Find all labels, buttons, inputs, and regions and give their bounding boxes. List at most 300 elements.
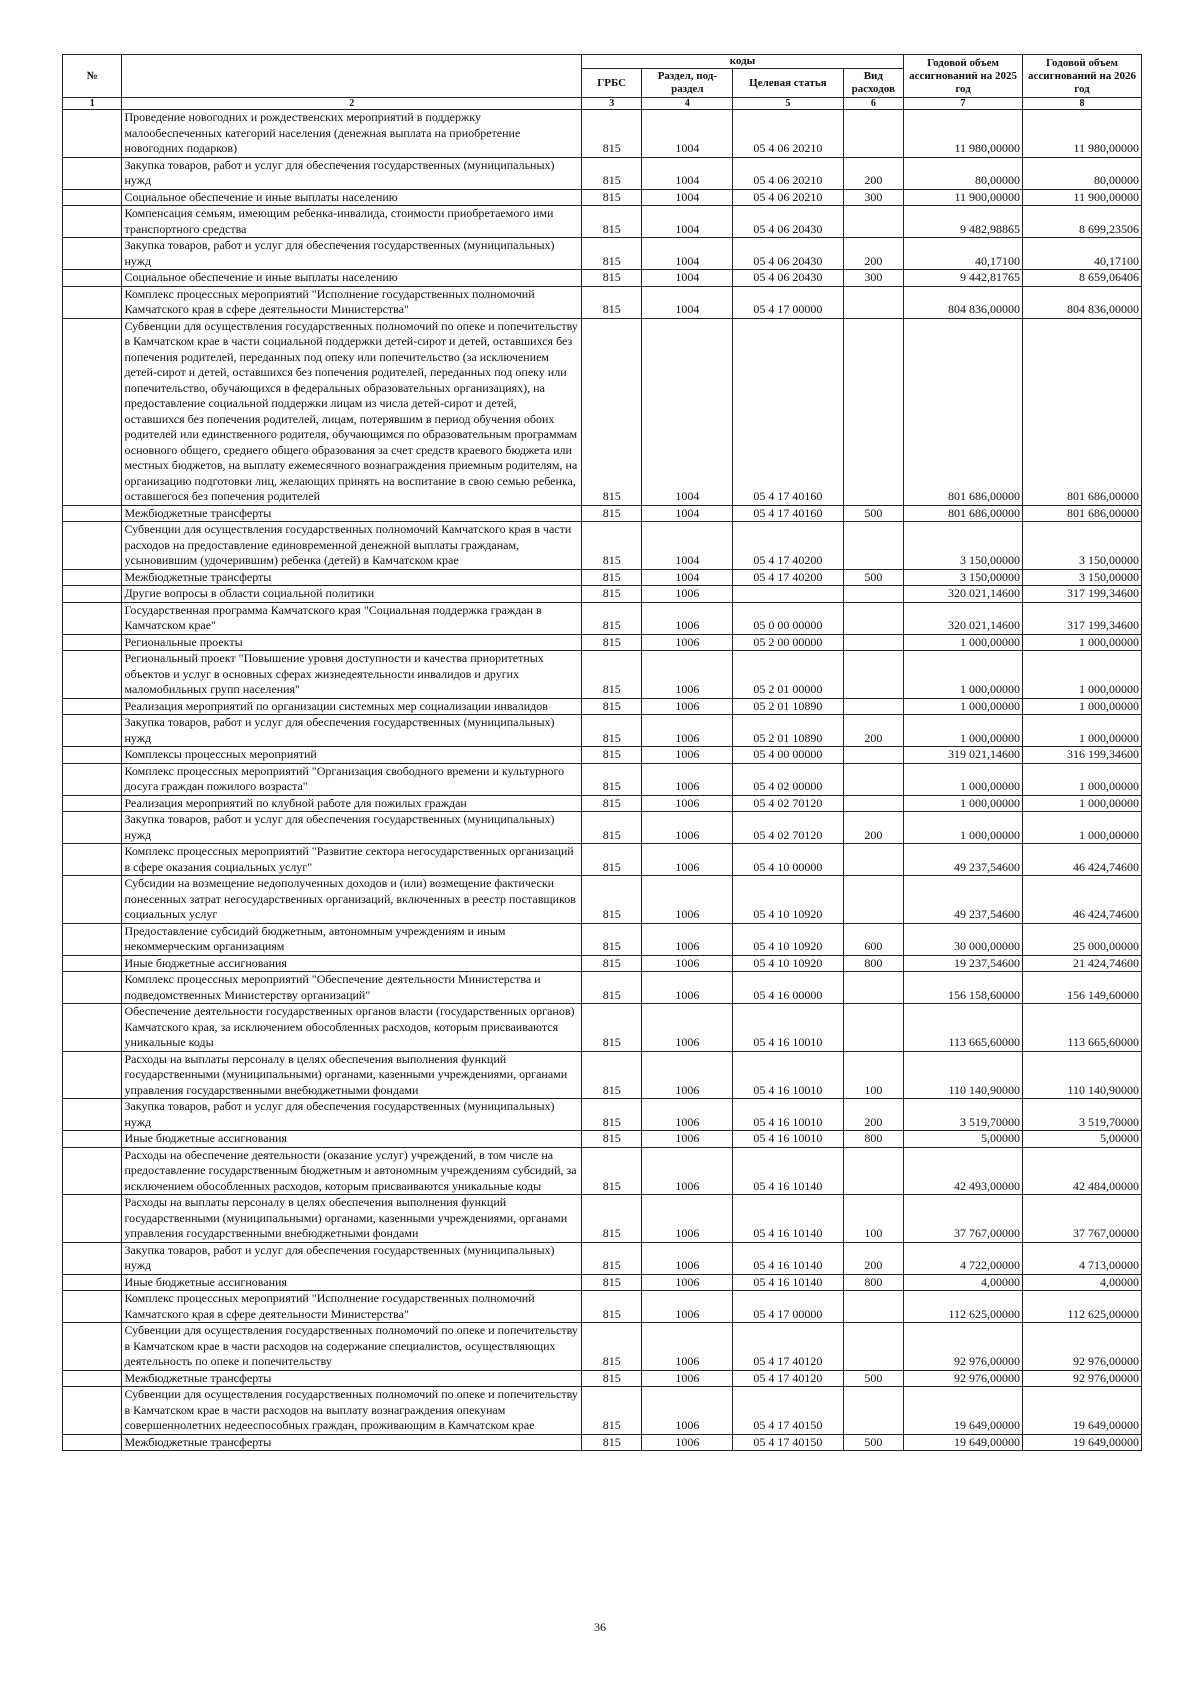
table-row (63, 238, 1142, 270)
grbs-cell: 815 (581, 318, 642, 505)
amount-2026-cell: 1 000,00000 (1023, 795, 1142, 812)
header-grbs: ГРБС (581, 69, 642, 98)
amount-2026-cell: 317 199,34600 (1023, 586, 1142, 603)
grbs-cell: 815 (581, 1099, 642, 1131)
col-number: 8 (1023, 98, 1142, 110)
expense-type-cell (843, 1291, 904, 1323)
table-row (63, 602, 1142, 634)
expense-type-cell: 600 (843, 923, 904, 955)
target-cell: 05 4 17 40200 (733, 569, 843, 586)
section-cell: 1006 (642, 698, 733, 715)
table-row (63, 157, 1142, 189)
section-cell: 1006 (642, 586, 733, 603)
grbs-cell: 815 (581, 955, 642, 972)
row-number-cell (63, 602, 122, 634)
target-cell: 05 2 01 00000 (733, 651, 843, 699)
row-name-cell: Субсидии на возмещение недополученных доходов и (или) возмещение фактически понесенных затрат негосударственных организаций, включенных в реестр поставщиков социальных услуг (122, 876, 581, 924)
section-cell: 1004 (642, 206, 733, 238)
target-cell: 05 4 06 20430 (733, 238, 843, 270)
row-number-cell (63, 812, 122, 844)
header-row-col-numbers (63, 98, 1142, 110)
row-number-cell (63, 1387, 122, 1435)
grbs-cell: 815 (581, 189, 642, 206)
amount-2026-cell: 80,00000 (1023, 157, 1142, 189)
expense-type-cell: 100 (843, 1051, 904, 1099)
header-row-top (63, 55, 1142, 69)
section-cell: 1006 (642, 1004, 733, 1052)
expense-type-cell: 200 (843, 157, 904, 189)
table-row (63, 844, 1142, 876)
expense-type-cell: 300 (843, 270, 904, 287)
row-name-cell: Межбюджетные трансферты (122, 1370, 581, 1387)
row-number-cell (63, 763, 122, 795)
row-number-cell (63, 569, 122, 586)
target-cell: 05 4 17 40150 (733, 1387, 843, 1435)
amount-2025-cell: 110 140,90000 (904, 1051, 1023, 1099)
amount-2026-cell: 19 649,00000 (1023, 1387, 1142, 1435)
row-name-cell: Иные бюджетные ассигнования (122, 1274, 581, 1291)
row-number-cell (63, 1147, 122, 1195)
amount-2026-cell: 3 519,70000 (1023, 1099, 1142, 1131)
table-row (63, 1131, 1142, 1148)
amount-2025-cell: 804 836,00000 (904, 286, 1023, 318)
amount-2025-cell: 3 519,70000 (904, 1099, 1023, 1131)
table-row (63, 763, 1142, 795)
expense-type-cell: 200 (843, 715, 904, 747)
grbs-cell: 815 (581, 110, 642, 158)
amount-2026-cell: 25 000,00000 (1023, 923, 1142, 955)
row-name-cell: Субвенции для осуществления государственных полномочий по опеке и попечительству в Камчатском крае в части расходов на выплату вознаграждения опекунам совершеннолетних недееспособных граждан, проживающим в Камчатском крае (122, 1387, 581, 1435)
grbs-cell: 815 (581, 1051, 642, 1099)
section-cell: 1006 (642, 844, 733, 876)
section-cell: 1006 (642, 1323, 733, 1371)
amount-2026-cell: 1 000,00000 (1023, 715, 1142, 747)
amount-2026-cell: 1 000,00000 (1023, 698, 1142, 715)
table-row (63, 972, 1142, 1004)
amount-2025-cell: 9 442,81765 (904, 270, 1023, 287)
col-number: 5 (733, 98, 843, 110)
grbs-cell: 815 (581, 1147, 642, 1195)
grbs-cell: 815 (581, 157, 642, 189)
table-row (63, 812, 1142, 844)
row-number-cell (63, 715, 122, 747)
section-cell: 1004 (642, 238, 733, 270)
row-name-cell: Закупка товаров, работ и услуг для обеспечения государственных (муниципальных) нужд (122, 715, 581, 747)
target-cell: 05 4 17 40160 (733, 318, 843, 505)
table-row (63, 270, 1142, 287)
section-cell: 1006 (642, 1195, 733, 1243)
section-cell: 1006 (642, 1274, 733, 1291)
amount-2025-cell: 4,00000 (904, 1274, 1023, 1291)
section-cell: 1006 (642, 634, 733, 651)
amount-2025-cell: 1 000,00000 (904, 795, 1023, 812)
amount-2026-cell: 3 150,00000 (1023, 522, 1142, 570)
target-cell: 05 4 02 00000 (733, 763, 843, 795)
expense-type-cell (843, 206, 904, 238)
amount-2026-cell: 801 686,00000 (1023, 505, 1142, 522)
amount-2025-cell: 319 021,14600 (904, 747, 1023, 764)
grbs-cell: 815 (581, 1131, 642, 1148)
amount-2025-cell: 92 976,00000 (904, 1370, 1023, 1387)
expense-type-cell: 800 (843, 1274, 904, 1291)
grbs-cell: 815 (581, 1387, 642, 1435)
section-cell: 1006 (642, 747, 733, 764)
target-cell: 05 4 06 20210 (733, 110, 843, 158)
table-row (63, 795, 1142, 812)
table-row (63, 634, 1142, 651)
expense-type-cell: 200 (843, 1242, 904, 1274)
header-codes: коды (581, 55, 903, 69)
grbs-cell: 815 (581, 876, 642, 924)
amount-2025-cell: 37 767,00000 (904, 1195, 1023, 1243)
row-name-cell: Проведение новогодних и рождественских мероприятий в поддержку малообеспеченных категорий населения (денежная выплата на приобретение новогодних подарков) (122, 110, 581, 158)
target-cell: 05 4 06 20430 (733, 206, 843, 238)
target-cell: 05 4 17 40120 (733, 1323, 843, 1371)
row-number-cell (63, 270, 122, 287)
row-name-cell: Иные бюджетные ассигнования (122, 1131, 581, 1148)
expense-type-cell (843, 634, 904, 651)
header-num: № (63, 55, 122, 98)
row-number-cell (63, 1370, 122, 1387)
grbs-cell: 815 (581, 972, 642, 1004)
expense-type-cell: 300 (843, 189, 904, 206)
col-number: 6 (843, 98, 904, 110)
table-row (63, 286, 1142, 318)
amount-2025-cell: 80,00000 (904, 157, 1023, 189)
grbs-cell: 815 (581, 522, 642, 570)
amount-2026-cell: 4,00000 (1023, 1274, 1142, 1291)
table-row (63, 1370, 1142, 1387)
section-cell: 1004 (642, 157, 733, 189)
target-cell: 05 4 16 10140 (733, 1195, 843, 1243)
row-number-cell (63, 1051, 122, 1099)
row-number-cell (63, 955, 122, 972)
amount-2026-cell: 8 659,06406 (1023, 270, 1142, 287)
section-cell: 1006 (642, 602, 733, 634)
amount-2026-cell: 316 199,34600 (1023, 747, 1142, 764)
row-name-cell: Региональный проект "Повышение уровня доступности и качества приоритетных объектов и услуг в основных сферах жизнедеятельности инвалидов и других маломобильных групп населения" (122, 651, 581, 699)
grbs-cell: 815 (581, 1370, 642, 1387)
grbs-cell: 815 (581, 795, 642, 812)
section-cell: 1006 (642, 876, 733, 924)
target-cell: 05 4 16 10010 (733, 1131, 843, 1148)
table-row (63, 698, 1142, 715)
target-cell: 05 4 10 00000 (733, 844, 843, 876)
table-row (63, 1387, 1142, 1435)
row-name-cell: Иные бюджетные ассигнования (122, 955, 581, 972)
target-cell: 05 4 16 10010 (733, 1051, 843, 1099)
row-number-cell (63, 1274, 122, 1291)
amount-2026-cell: 11 900,00000 (1023, 189, 1142, 206)
target-cell: 05 4 16 10010 (733, 1004, 843, 1052)
row-number-cell (63, 923, 122, 955)
row-name-cell: Закупка товаров, работ и услуг для обеспечения государственных (муниципальных) нужд (122, 1242, 581, 1274)
section-cell: 1004 (642, 522, 733, 570)
amount-2025-cell: 801 686,00000 (904, 318, 1023, 505)
expense-type-cell (843, 651, 904, 699)
row-name-cell: Государственная программа Камчатского края "Социальная поддержка граждан в Камчатском крае" (122, 602, 581, 634)
row-name-cell: Комплекс процессных мероприятий "Обеспечение деятельности Министерства и подведомственных Министерству организаций" (122, 972, 581, 1004)
table-row (63, 318, 1142, 505)
grbs-cell: 815 (581, 715, 642, 747)
col-number: 1 (63, 98, 122, 110)
header-year-2026: Годовой объем ассигнований на 2026 год (1023, 55, 1142, 98)
target-cell: 05 4 10 10920 (733, 955, 843, 972)
col-number: 3 (581, 98, 642, 110)
target-cell: 05 4 17 40160 (733, 505, 843, 522)
row-number-cell (63, 110, 122, 158)
amount-2025-cell: 156 158,60000 (904, 972, 1023, 1004)
row-name-cell: Межбюджетные трансферты (122, 505, 581, 522)
row-name-cell: Комплекс процессных мероприятий "Исполнение государственных полномочий Камчатского края в сфере деятельности Министерства" (122, 286, 581, 318)
expense-type-cell (843, 1323, 904, 1371)
amount-2026-cell: 42 484,00000 (1023, 1147, 1142, 1195)
col-number: 2 (122, 98, 581, 110)
amount-2026-cell: 4 713,00000 (1023, 1242, 1142, 1274)
row-name-cell: Расходы на обеспечение деятельности (оказание услуг) учреждений, в том числе на предоставление государственным бюджетным и автономным учреждениям субсидий, за исключением обособленных расходов, которым присваиваются уникальные коды (122, 1147, 581, 1195)
row-name-cell: Компенсация семьям, имеющим ребенка-инвалида, стоимости приобретаемого ими транспортного средства (122, 206, 581, 238)
expense-type-cell (843, 586, 904, 603)
grbs-cell: 815 (581, 1195, 642, 1243)
amount-2025-cell: 1 000,00000 (904, 651, 1023, 699)
page-number: 36 (594, 1620, 606, 1634)
section-cell: 1006 (642, 651, 733, 699)
target-cell: 05 4 06 20430 (733, 270, 843, 287)
row-number-cell (63, 1195, 122, 1243)
row-name-cell: Межбюджетные трансферты (122, 569, 581, 586)
table-row (63, 651, 1142, 699)
section-cell: 1006 (642, 1291, 733, 1323)
amount-2026-cell: 19 649,00000 (1023, 1434, 1142, 1451)
amount-2026-cell: 1 000,00000 (1023, 651, 1142, 699)
table-row (63, 1434, 1142, 1451)
row-name-cell: Обеспечение деятельности государственных органов власти (государственных органов) Камчатского края, за исключением обособленных расходов, которым присваиваются уникальные коды (122, 1004, 581, 1052)
row-number-cell (63, 318, 122, 505)
expense-type-cell: 500 (843, 569, 904, 586)
amount-2025-cell: 801 686,00000 (904, 505, 1023, 522)
row-number-cell (63, 157, 122, 189)
expense-type-cell (843, 698, 904, 715)
expense-type-cell: 500 (843, 505, 904, 522)
amount-2025-cell: 1 000,00000 (904, 698, 1023, 715)
amount-2025-cell: 1 000,00000 (904, 812, 1023, 844)
header-expense-type: Вид расходов (843, 69, 904, 98)
amount-2025-cell: 1 000,00000 (904, 634, 1023, 651)
expense-type-cell: 500 (843, 1370, 904, 1387)
target-cell: 05 2 01 10890 (733, 715, 843, 747)
amount-2025-cell: 40,17100 (904, 238, 1023, 270)
amount-2025-cell: 11 900,00000 (904, 189, 1023, 206)
grbs-cell: 815 (581, 1004, 642, 1052)
row-number-cell (63, 747, 122, 764)
expense-type-cell: 800 (843, 1131, 904, 1148)
target-cell: 05 4 17 40200 (733, 522, 843, 570)
row-name-cell: Другие вопросы в области социальной политики (122, 586, 581, 603)
section-cell: 1004 (642, 318, 733, 505)
amount-2025-cell: 4 722,00000 (904, 1242, 1023, 1274)
col-number: 4 (642, 98, 733, 110)
expense-type-cell (843, 844, 904, 876)
row-number-cell (63, 1291, 122, 1323)
row-number-cell (63, 586, 122, 603)
target-cell: 05 4 16 00000 (733, 972, 843, 1004)
row-number-cell (63, 505, 122, 522)
expense-type-cell: 100 (843, 1195, 904, 1243)
row-number-cell (63, 972, 122, 1004)
amount-2026-cell: 92 976,00000 (1023, 1323, 1142, 1371)
section-cell: 1006 (642, 955, 733, 972)
target-cell: 05 4 10 10920 (733, 876, 843, 924)
section-cell: 1006 (642, 1242, 733, 1274)
col-number: 7 (904, 98, 1023, 110)
target-cell: 05 2 01 10890 (733, 698, 843, 715)
row-number-cell (63, 1242, 122, 1274)
row-name-cell: Комплекс процессных мероприятий "Развитие сектора негосударственных организаций в сфере оказания социальных услуг" (122, 844, 581, 876)
target-cell: 05 4 02 70120 (733, 795, 843, 812)
table-row (63, 522, 1142, 570)
amount-2026-cell: 156 149,60000 (1023, 972, 1142, 1004)
row-name-cell: Комплексы процессных мероприятий (122, 747, 581, 764)
table-row (63, 586, 1142, 603)
expense-type-cell (843, 763, 904, 795)
section-cell: 1006 (642, 1370, 733, 1387)
grbs-cell: 815 (581, 1434, 642, 1451)
table-row (63, 206, 1142, 238)
grbs-cell: 815 (581, 270, 642, 287)
target-cell: 05 0 00 00000 (733, 602, 843, 634)
table-row (63, 110, 1142, 158)
table-row (63, 876, 1142, 924)
expense-type-cell: 200 (843, 812, 904, 844)
amount-2026-cell: 21 424,74600 (1023, 955, 1142, 972)
section-cell: 1004 (642, 270, 733, 287)
amount-2025-cell: 3 150,00000 (904, 522, 1023, 570)
row-number-cell (63, 286, 122, 318)
row-number-cell (63, 206, 122, 238)
table-body (63, 110, 1142, 1451)
grbs-cell: 815 (581, 747, 642, 764)
row-name-cell: Комплекс процессных мероприятий "Исполнение государственных полномочий Камчатского края в сфере деятельности Министерства" (122, 1291, 581, 1323)
section-cell: 1004 (642, 569, 733, 586)
expense-type-cell (843, 747, 904, 764)
section-cell: 1006 (642, 715, 733, 747)
table-row (63, 1051, 1142, 1099)
expense-type-cell: 200 (843, 1099, 904, 1131)
row-name-cell: Закупка товаров, работ и услуг для обеспечения государственных (муниципальных) нужд (122, 157, 581, 189)
amount-2026-cell: 92 976,00000 (1023, 1370, 1142, 1387)
amount-2026-cell: 113 665,60000 (1023, 1004, 1142, 1052)
target-cell: 05 4 17 40120 (733, 1370, 843, 1387)
target-cell: 05 4 17 00000 (733, 1291, 843, 1323)
row-name-cell: Реализация мероприятий по организации системных мер социализации инвалидов (122, 698, 581, 715)
grbs-cell: 815 (581, 812, 642, 844)
grbs-cell: 815 (581, 1242, 642, 1274)
row-name-cell: Закупка товаров, работ и услуг для обеспечения государственных (муниципальных) нужд (122, 1099, 581, 1131)
expense-type-cell: 200 (843, 238, 904, 270)
row-name-cell: Субвенции для осуществления государственных полномочий по опеке и попечительству в Камчатском крае в части расходов на содержание специалистов, осуществляющих деятельность по опеке и попечительству (122, 1323, 581, 1371)
expense-type-cell (843, 795, 904, 812)
amount-2025-cell: 9 482,98865 (904, 206, 1023, 238)
header-year-2025: Годовой объем ассигнований на 2025 год (904, 55, 1023, 98)
section-cell: 1006 (642, 972, 733, 1004)
grbs-cell: 815 (581, 763, 642, 795)
grbs-cell: 815 (581, 569, 642, 586)
grbs-cell: 815 (581, 923, 642, 955)
grbs-cell: 815 (581, 1291, 642, 1323)
amount-2026-cell: 1 000,00000 (1023, 763, 1142, 795)
table-row (63, 1291, 1142, 1323)
amount-2025-cell: 49 237,54600 (904, 876, 1023, 924)
amount-2025-cell: 42 493,00000 (904, 1147, 1023, 1195)
row-name-cell: Предоставление субсидий бюджетным, автономным учреждениям и иным некоммерческим организациям (122, 923, 581, 955)
table-row (63, 955, 1142, 972)
amount-2025-cell: 320 021,14600 (904, 586, 1023, 603)
amount-2025-cell: 49 237,54600 (904, 844, 1023, 876)
section-cell: 1006 (642, 1147, 733, 1195)
header-section: Раздел, под-раздел (642, 69, 733, 98)
amount-2025-cell: 30 000,00000 (904, 923, 1023, 955)
expense-type-cell (843, 110, 904, 158)
target-cell: 05 4 06 20210 (733, 189, 843, 206)
grbs-cell: 815 (581, 634, 642, 651)
target-cell (733, 586, 843, 603)
amount-2025-cell: 11 980,00000 (904, 110, 1023, 158)
grbs-cell: 815 (581, 602, 642, 634)
row-number-cell (63, 1099, 122, 1131)
target-cell: 05 4 02 70120 (733, 812, 843, 844)
table-row (63, 1323, 1142, 1371)
grbs-cell: 815 (581, 505, 642, 522)
row-number-cell (63, 876, 122, 924)
amount-2026-cell: 40,17100 (1023, 238, 1142, 270)
grbs-cell: 815 (581, 1323, 642, 1371)
amount-2025-cell: 3 150,00000 (904, 569, 1023, 586)
section-cell: 1006 (642, 1099, 733, 1131)
row-number-cell (63, 698, 122, 715)
section-cell: 1004 (642, 189, 733, 206)
row-name-cell: Региональные проекты (122, 634, 581, 651)
target-cell: 05 4 16 10140 (733, 1242, 843, 1274)
table-row (63, 1147, 1142, 1195)
table-row (63, 189, 1142, 206)
target-cell: 05 4 16 10010 (733, 1099, 843, 1131)
expense-type-cell (843, 1147, 904, 1195)
row-number-cell (63, 1434, 122, 1451)
section-cell: 1006 (642, 1434, 733, 1451)
section-cell: 1006 (642, 1051, 733, 1099)
amount-2025-cell: 19 649,00000 (904, 1434, 1023, 1451)
section-cell: 1006 (642, 812, 733, 844)
budget-table (62, 54, 1142, 1451)
section-cell: 1004 (642, 110, 733, 158)
table-row (63, 1242, 1142, 1274)
expense-type-cell: 800 (843, 955, 904, 972)
amount-2026-cell: 801 686,00000 (1023, 318, 1142, 505)
section-cell: 1006 (642, 1387, 733, 1435)
amount-2025-cell: 112 625,00000 (904, 1291, 1023, 1323)
section-cell: 1004 (642, 505, 733, 522)
target-cell: 05 2 00 00000 (733, 634, 843, 651)
row-number-cell (63, 238, 122, 270)
amount-2026-cell: 110 140,90000 (1023, 1051, 1142, 1099)
amount-2026-cell: 3 150,00000 (1023, 569, 1142, 586)
expense-type-cell (843, 1387, 904, 1435)
expense-type-cell (843, 522, 904, 570)
amount-2025-cell: 19 649,00000 (904, 1387, 1023, 1435)
amount-2026-cell: 112 625,00000 (1023, 1291, 1142, 1323)
expense-type-cell (843, 286, 904, 318)
row-number-cell (63, 844, 122, 876)
